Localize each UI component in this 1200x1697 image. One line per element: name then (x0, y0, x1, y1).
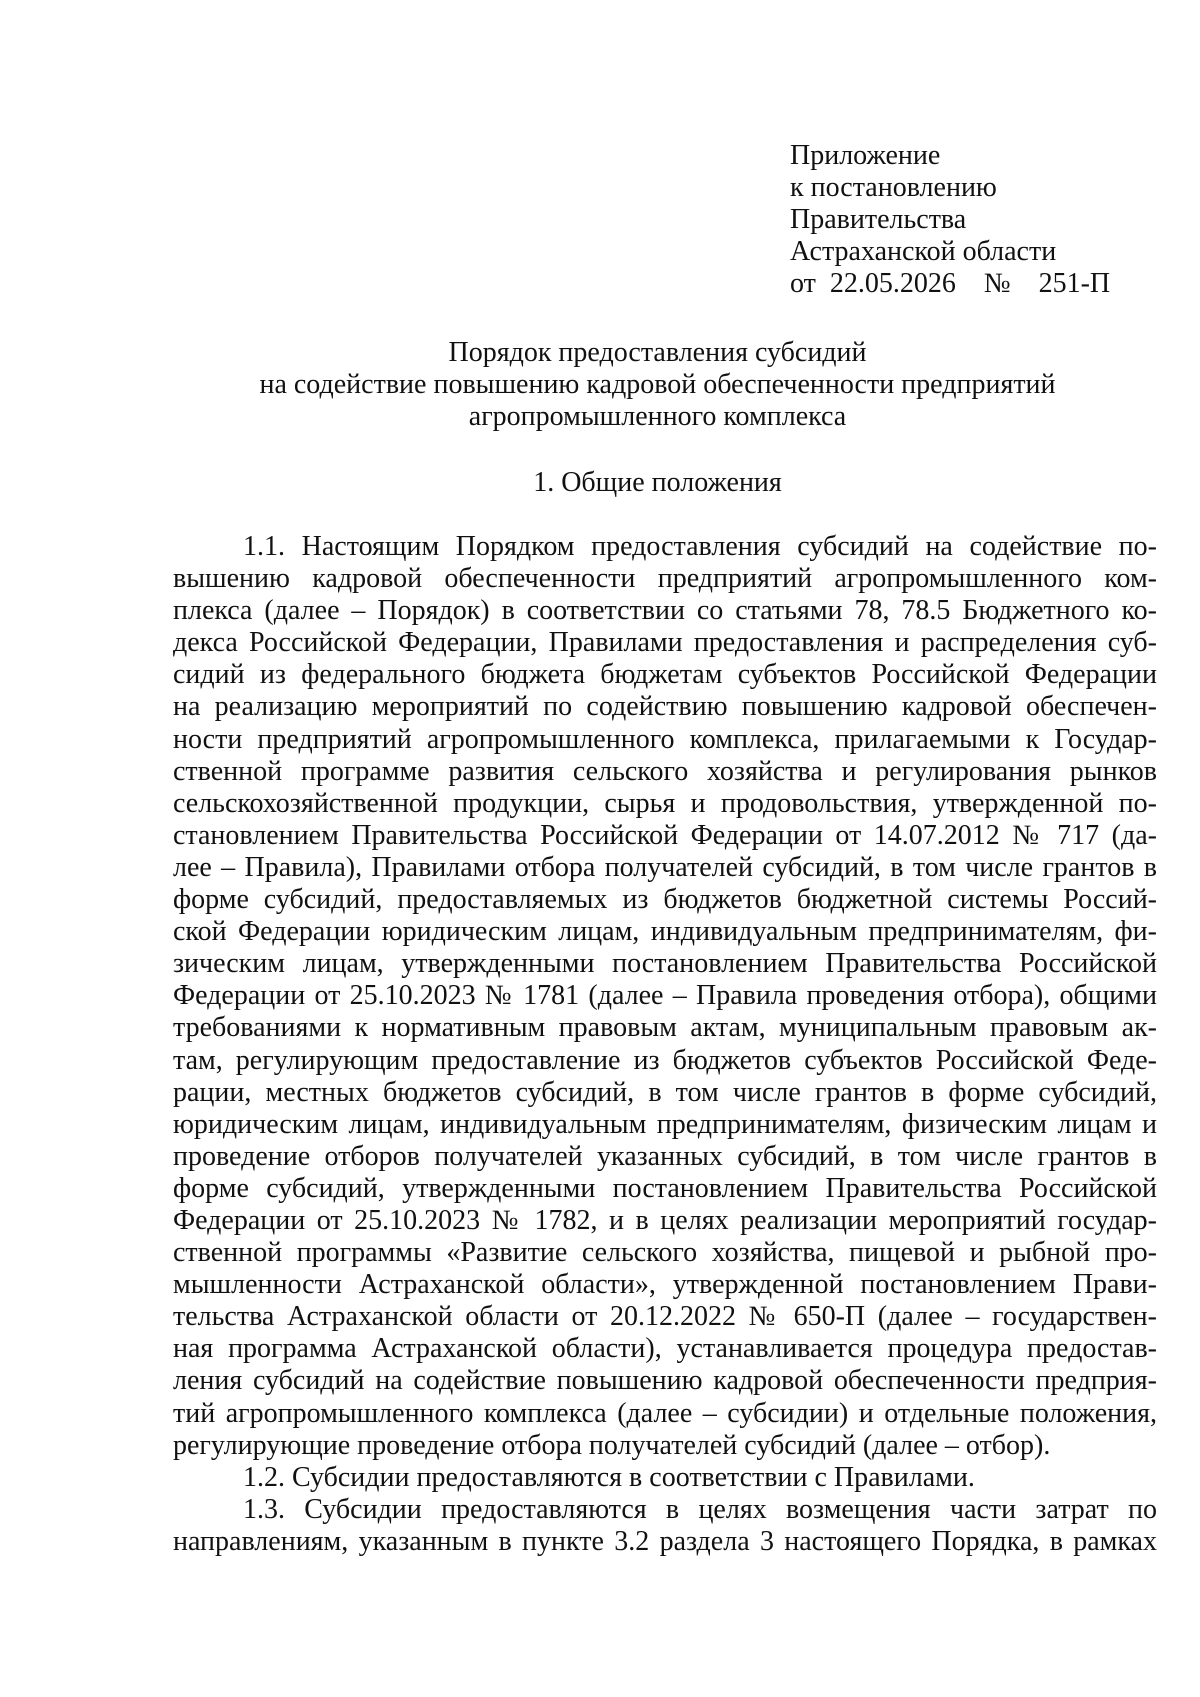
paragraph-1-3 (173, 1494, 1157, 1558)
paragraph-line: лее – Правила), Правилами отбора получателей субсидий, в том числе грантов в (173, 851, 1157, 883)
paragraph-line: направлениям, указанным в пункте 3.2 раздела 3 настоящего Порядка, в рамках (173, 1525, 1157, 1557)
appendix-line-4: Астраханской области (790, 236, 1057, 267)
paragraph-1-2 (173, 1462, 1157, 1494)
paragraph-line: 1.2. Субсидии предоставляются в соответствии с Правилами. (243, 1461, 975, 1493)
paragraph-1-1 (173, 531, 1157, 1462)
paragraph-line: ности предприятий агропромышленного комплекса, прилагаемыми к Государ- (173, 723, 1157, 755)
paragraph-line: сидий из федерального бюджета бюджетам субъектов Российской Федерации (173, 659, 1157, 691)
document-title (160, 337, 1155, 433)
paragraph-line: форме субсидий, предоставляемых из бюджетов бюджетной системы Россий- (173, 884, 1157, 916)
paragraph-line: мышленности Астраханской области», утвержденной постановлением Прави- (173, 1269, 1157, 1301)
paragraph-line: Федерации от 25.10.2023 № 1782, и в целях реализации мероприятий государ- (173, 1204, 1157, 1236)
paragraph-line: становлением Правительства Российской Федерации от 14.07.2012 № 717 (да- (173, 819, 1157, 851)
paragraph-line: зическим лицам, утвержденными постановлением Правительства Российской (173, 948, 1157, 980)
paragraph-line: регулирующие проведение отбора получателей субсидий (далее – отбор). (173, 1429, 1051, 1461)
paragraph-line: 1.3. Субсидии предоставляются в целях возмещения части затрат по (243, 1493, 1157, 1525)
appendix-line-2: к постановлению (790, 172, 997, 203)
document-body (173, 531, 1157, 1558)
appendix-line-1: Приложение (790, 140, 941, 171)
paragraph-line: декса Российской Федерации, Правилами предоставления и распределения суб- (173, 627, 1157, 659)
paragraph-line: ления субсидий на содействие повышению кадровой обеспеченности предприя- (173, 1365, 1157, 1397)
appendix-date-number-line: от 22.05.2026 № 251-П (790, 268, 1111, 299)
paragraph-line: юридическим лицам, индивидуальным предпринимателям, физическим лицам и (173, 1108, 1157, 1140)
paragraph-line: проведение отборов получателей указанных субсидий, в том числе грантов в (173, 1140, 1157, 1172)
paragraph-line: на реализацию мероприятий по содействию повышению кадровой обеспечен- (173, 691, 1157, 723)
title-line-3: агропромышленного комплекса (468, 401, 847, 432)
paragraph-line: там, регулирующим предоставление из бюджетов субъектов Российской Феде- (173, 1044, 1157, 1076)
paragraph-line: 1.1. Настоящим Порядком предоставления субсидий на содействие по- (243, 531, 1157, 562)
appendix-block (790, 140, 1130, 300)
paragraph-line: вышению кадровой обеспеченности предприятий агропромышленного ком- (173, 563, 1157, 595)
paragraph-line: ственной программе развития сельского хозяйства и регулирования рынков (173, 755, 1157, 787)
paragraph-line: тельства Астраханской области от 20.12.2022 № 650-П (далее – государствен- (173, 1301, 1157, 1333)
paragraph-line: Федерации от 25.10.2023 № 1781 (далее – Правила проведения отбора), общими (173, 980, 1157, 1012)
paragraph-line: плекса (далее – Порядок) в соответствии со статьями 78, 78.5 Бюджетного ко- (173, 595, 1157, 627)
title-line-2: на содействие повышению кадровой обеспеченности предприятий (259, 369, 1056, 400)
paragraph-line: сельскохозяйственной продукции, сырья и продовольствия, утвержденной по- (173, 787, 1157, 819)
paragraph-line: рации, местных бюджетов субсидий, в том числе грантов в форме субсидий, (173, 1076, 1157, 1108)
paragraph-line: форме субсидий, утвержденными постановлением Правительства Российской (173, 1172, 1157, 1204)
paragraph-line: тий агропромышленного комплекса (далее – субсидии) и отдельные положения, (173, 1397, 1157, 1429)
paragraph-line: ная программа Астраханской области), устанавливается процедура предостав- (173, 1333, 1157, 1365)
paragraph-line: требованиями к нормативным правовым актам, муниципальным правовым ак- (173, 1012, 1157, 1044)
paragraph-line: ской Федерации юридическим лицам, индивидуальным предпринимателям, фи- (173, 916, 1157, 948)
appendix-line-3: Правительства (790, 204, 967, 235)
title-line-1: Порядок предоставления субсидий (448, 337, 867, 368)
section-heading: 1. Общие положения (533, 467, 782, 498)
paragraph-line: ственной программы «Развитие сельского хозяйства, пищевой и рыбной про- (173, 1237, 1157, 1269)
